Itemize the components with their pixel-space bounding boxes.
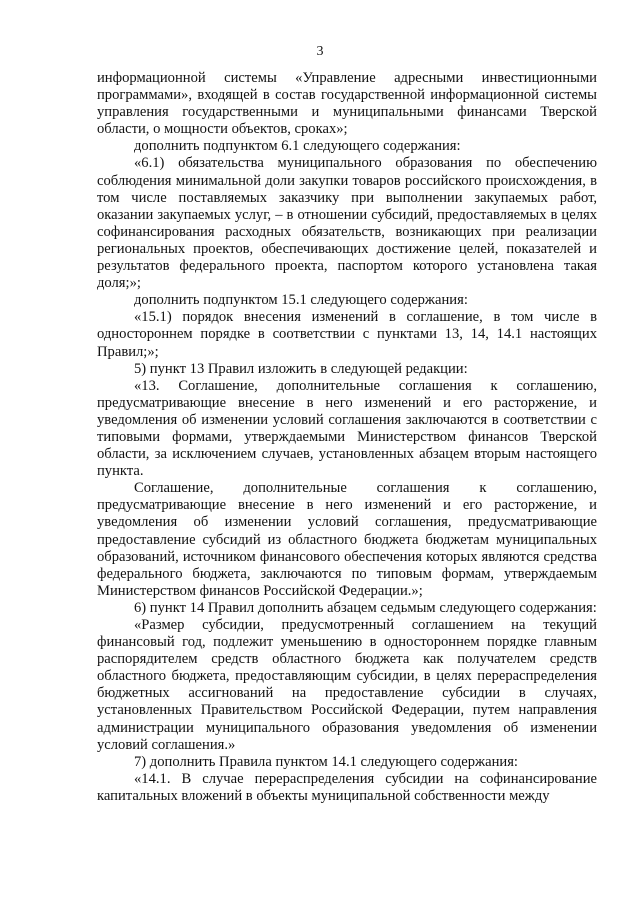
paragraph-10: «Размер субсидии, предусмотренный соглашением на текущий финансовый год, подлежит уменьшению в одностороннем порядке главным распорядителем средств областного бюджета как получателем средств областного бюджета, предоставляющим субсидии, в целях перераспределения бюджетных ассигнований на предоставление субсидии в случаях, установленных Правительством Российской Федерации, путем направления администрации муниципального образования уведомления об изменении условий соглашения.» [97,617,597,753]
paragraph-9: 6) пункт 14 Правил дополнить абзацем седьмым следующего содержания: [134,599,597,616]
page-number: 3 [316,44,324,59]
paragraph-5: «15.1) порядок внесения изменений в соглашение, в том числе в одностороннем порядке в соответствии с пунктами 13, 14, 14.1 настоящих Правил;»; [97,309,597,360]
paragraph-2: дополнить подпунктом 6.1 следующего содержания: [134,138,461,155]
document-body [97,70,597,805]
paragraph-11: 7) дополнить Правила пунктом 14.1 следующего содержания: [134,753,518,770]
paragraph-4: дополнить подпунктом 15.1 следующего содержания: [134,292,468,309]
paragraph-6: 5) пункт 13 Правил изложить в следующей редакции: [134,360,468,377]
paragraph-3: «6.1) обязательства муниципального образования по обеспечению соблюдения минимальной доли закупки товаров российского происхождения, в том числе поставляемых заказчику при выполнении закупаемых работ, оказании закупаемых услуг, – в отношении субсидий, предоставляемых в целях софинансирования расходных обязательств, возникающих при реализации региональных проектов, обеспечивающих достижение целей, показателей и результатов федерального проекта, паспортом которого установлена такая доля;»; [97,155,597,292]
paragraph-7: «13. Соглашение, дополнительные соглашения к соглашению, предусматривающие внесение в него изменений и его расторжение, и уведомления об изменении условий соглашения заключаются в соответствии с типовыми формами, утверждаемыми Министерством финансов Тверской области, за исключением случаев, установленных абзацем вторым настоящего пункта. [97,377,597,480]
paragraph-1: информационной системы «Управление адресными инвестиционными программами», входящей в состав государственной информационной системы управления государственными и муниципальными финансами Тверской области, о мощности объектов, сроках»; [97,70,597,138]
paragraph-8: Соглашение, дополнительные соглашения к соглашению, предусматривающие внесение в него изменений и его расторжение, и уведомления об изменении условий соглашения, предусматривающие предоставление субсидий из областного бюджета бюджетам муниципальных образований, источником финансового обеспечения которых являются средства федерального бюджета, заключаются по типовым формам, утверждаемым Министерством финансов Российской Федерации.»; [97,480,597,599]
paragraph-12: «14.1. В случае перераспределения субсидии на софинансирование капитальных вложений в объекты муниципальной собственности между [97,770,597,804]
